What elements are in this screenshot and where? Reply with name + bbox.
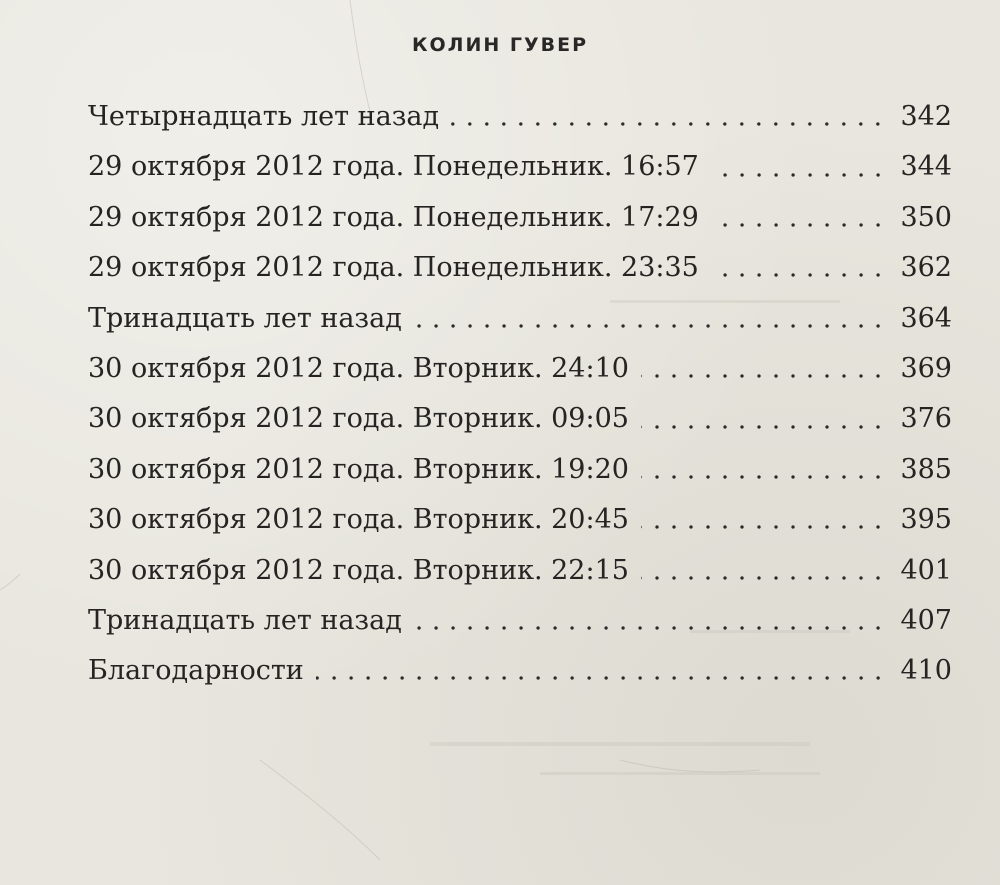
toc-entry-page: 344 — [900, 151, 952, 183]
toc-entry[interactable] — [88, 243, 952, 293]
toc-entry[interactable] — [88, 495, 952, 545]
toc-entry-title: Тринадцать лет назад — [88, 302, 402, 334]
dot-leader — [641, 575, 887, 581]
toc-entry[interactable] — [88, 344, 952, 394]
dot-leader — [451, 121, 886, 127]
toc-entry[interactable] — [88, 646, 952, 696]
toc-entry-page: 407 — [900, 604, 952, 636]
dot-leader — [641, 424, 887, 430]
toc-entry-title: 30 октября 2012 года. Вторник. 09:05 — [88, 403, 629, 435]
toc-entry-title: Благодарности — [88, 655, 304, 687]
toc-entry-page: 369 — [900, 352, 952, 384]
toc-entry-title: 29 октября 2012 года. Понедельник. 17:29 — [88, 201, 699, 233]
toc-entry-title: 30 октября 2012 года. Вторник. 20:45 — [88, 504, 629, 536]
toc-entry-title: Тринадцать лет назад — [88, 604, 402, 636]
toc-entry[interactable] — [88, 546, 952, 596]
dot-leader — [316, 675, 887, 681]
toc-entry[interactable] — [88, 294, 952, 344]
toc-entry-page: 385 — [900, 453, 952, 485]
toc-entry[interactable] — [88, 394, 952, 444]
table-of-contents — [88, 92, 952, 697]
toc-entry[interactable] — [88, 193, 952, 243]
dot-leader — [641, 474, 887, 480]
toc-entry-title: 30 октября 2012 года. Вторник. 19:20 — [88, 453, 629, 485]
toc-entry-page: 364 — [900, 302, 952, 334]
toc-entry-title: 30 октября 2012 года. Вторник. 24:10 — [88, 352, 629, 384]
dot-leader — [414, 625, 887, 631]
toc-entry-title: 30 октября 2012 года. Вторник. 22:15 — [88, 554, 629, 586]
dot-leader — [641, 524, 887, 530]
toc-entry[interactable] — [88, 596, 952, 646]
toc-entry-page: 350 — [900, 201, 952, 233]
toc-entry-title: 29 октября 2012 года. Понедельник. 16:57 — [88, 151, 699, 183]
dot-leader — [711, 172, 887, 178]
toc-entry-title: 29 октября 2012 года. Понедельник. 23:35 — [88, 252, 699, 284]
toc-entry-page: 342 — [900, 101, 952, 132]
toc-entry[interactable] — [88, 142, 952, 192]
toc-entry-page: 362 — [900, 252, 952, 284]
toc-entry-title: Четырнадцать лет назад — [88, 101, 440, 132]
toc-entry-page: 410 — [900, 655, 952, 687]
dot-leader — [711, 272, 887, 278]
dot-leader — [414, 323, 887, 329]
toc-entry-page: 376 — [900, 403, 952, 435]
toc-entry-page: 401 — [900, 554, 952, 586]
dot-leader — [711, 222, 887, 228]
toc-entry[interactable] — [88, 92, 952, 142]
toc-entry[interactable] — [88, 445, 952, 495]
dot-leader — [641, 373, 887, 379]
toc-entry-page: 395 — [900, 504, 952, 536]
running-header: КОЛИН ГУВЕР — [411, 34, 589, 56]
